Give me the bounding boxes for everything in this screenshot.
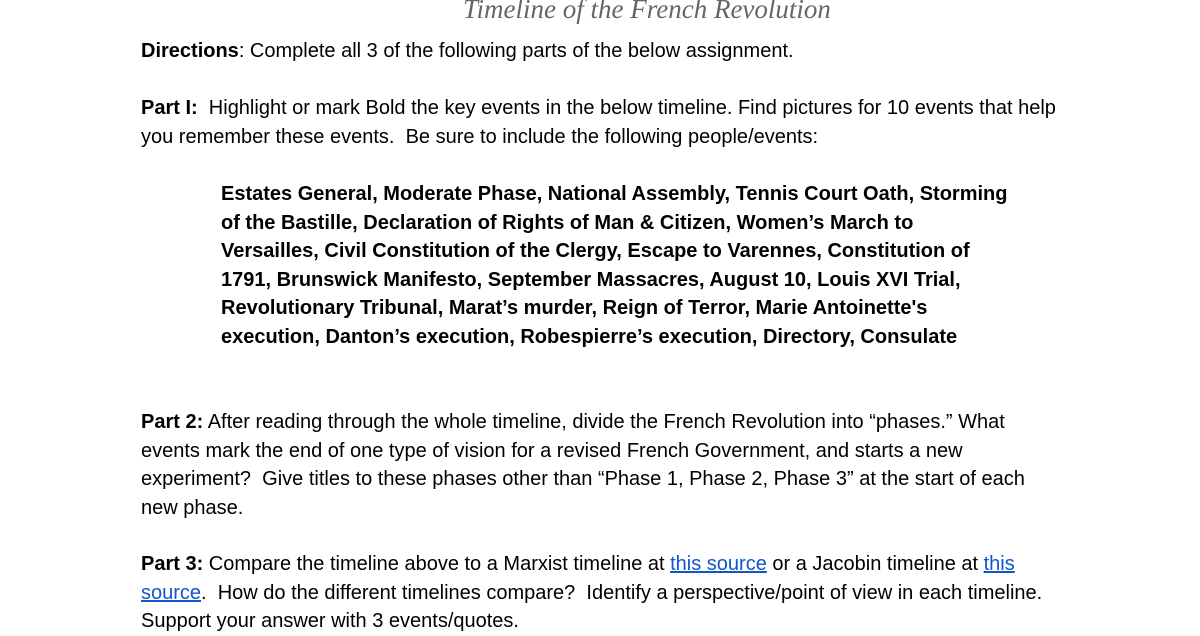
jacobin-timeline-link[interactable]: this source [141,553,1015,604]
marxist-timeline-link[interactable]: this source [670,553,767,575]
part3-text-b: or a Jacobin timeline at [766,553,984,575]
part1-text: Highlight or mark Bold the key events in the below timeline. Find pictures for 10 events that help you remember these events. Be sure to include the following people/events: [141,97,1062,148]
directions-label: Directions [141,40,239,62]
directions-text: : Complete all 3 of the following parts of the below assignment. [238,40,794,62]
part2-paragraph [141,408,1061,522]
part1-paragraph [141,94,1061,151]
part3-text-c: . How do the different timelines compare? Identify a perspective/point of view in each timeline. Support your answer with 3 events/quotes. [141,581,1054,633]
part3-paragraph [141,550,1061,636]
part2-text: After reading through the whole timeline, divide the French Revolution into “phases.” What events mark the end of one type of vision for a revised French Government, and starts a new experiment? Give titles to these phases other than “Phase 1, Phase 2, Phase 3” at the start of each new phase. [141,411,1031,519]
part2-label: Part 2: [141,411,204,433]
part1-label: Part I: [141,97,198,119]
part3-text-a: Compare the timeline above to a Marxist timeline at [203,553,671,575]
part3-label: Part 3: [141,553,204,575]
document-title: Timeline of the French Revolution [463,0,831,24]
people-events-list: Estates General, Moderate Phase, National Assembly, Tennis Court Oath, Storming of the Bastille, Declaration of Rights of Man & Citizen, Women’s March to Versailles, Civil Constitution of the Clergy, Escape to Varennes, Constitution of 1791, Brunswick Manifesto, September Massacres, August 10, Louis XVI Trial, Revolutionary Tribunal, Marat’s murder, Reign of Terror, Marie Antoinette's execution, Danton’s execution, Robespierre’s execution, Directory, Consulate [221,183,1008,348]
directions-paragraph [141,37,1061,66]
